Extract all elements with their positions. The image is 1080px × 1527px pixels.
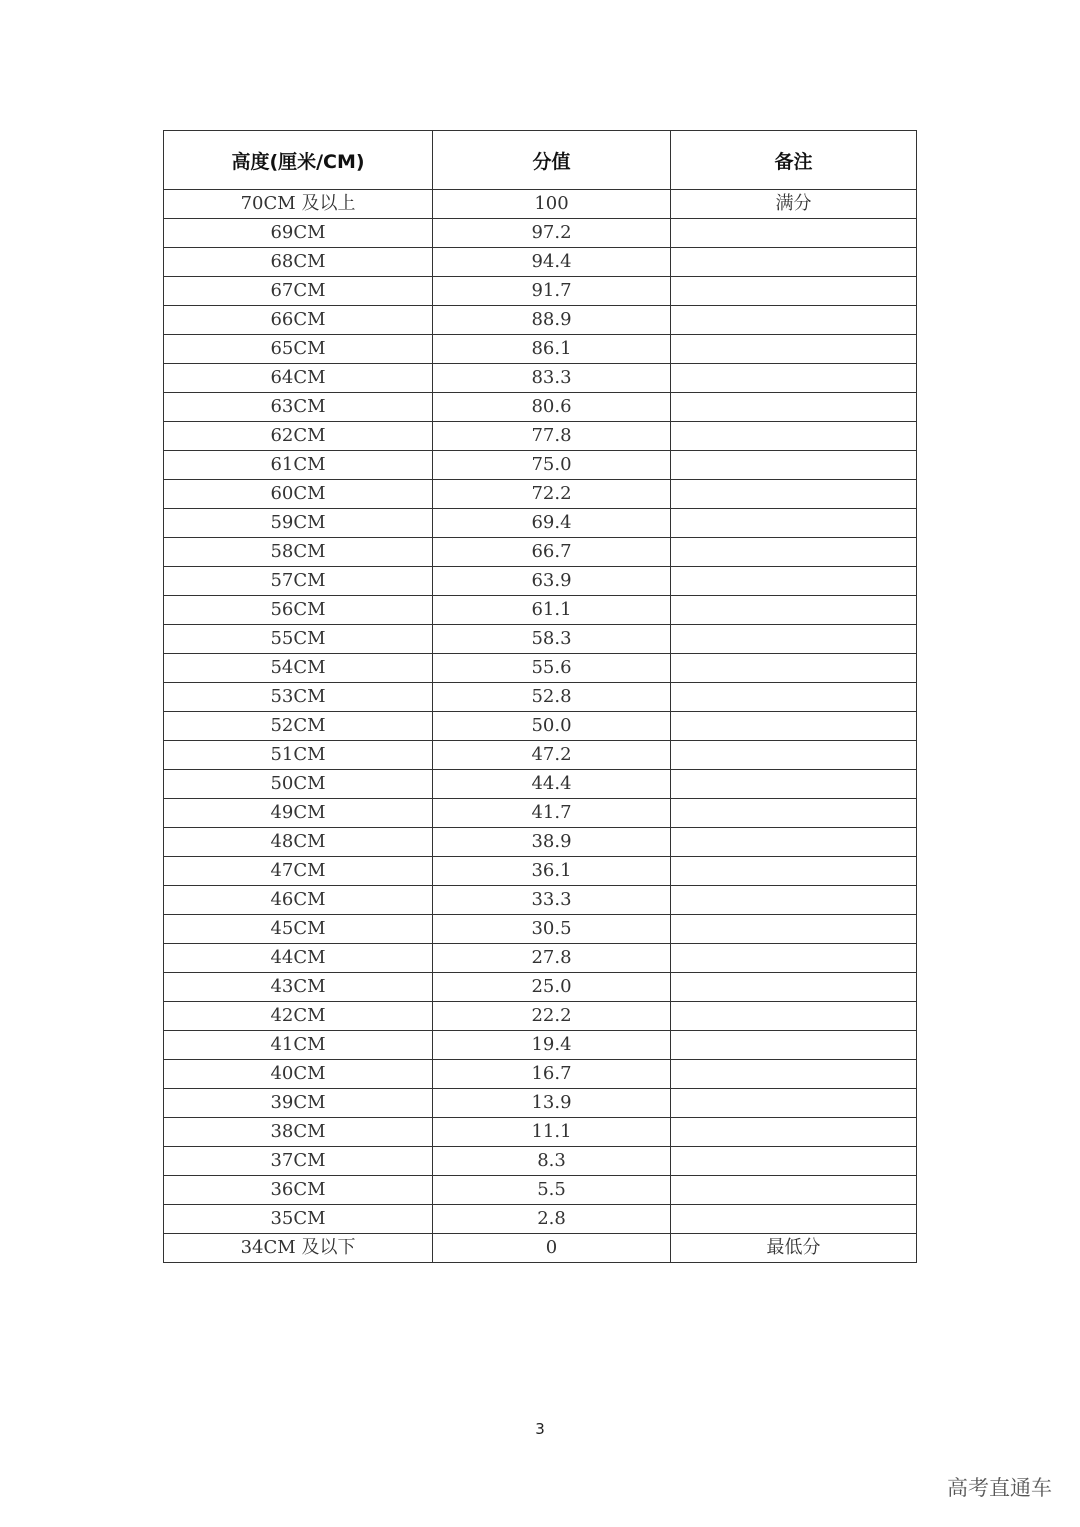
cell-note [671,857,917,886]
cell-height: 35CM [164,1205,433,1234]
cell-height: 34CM 及以下 [164,1234,433,1263]
header-row [164,131,917,190]
cell-score: 80.6 [433,393,671,422]
cell-note [671,422,917,451]
cell-height: 51CM [164,741,433,770]
cell-height: 46CM [164,886,433,915]
cell-note [671,625,917,654]
table-row [164,219,917,248]
cell-score: 47.2 [433,741,671,770]
cell-score: 44.4 [433,770,671,799]
table-row [164,1060,917,1089]
cell-note [671,538,917,567]
cell-note [671,886,917,915]
cell-note [671,915,917,944]
cell-note [671,509,917,538]
cell-height: 63CM [164,393,433,422]
cell-note [671,567,917,596]
cell-score: 16.7 [433,1060,671,1089]
table-row [164,973,917,1002]
table-row [164,1089,917,1118]
cell-score: 33.3 [433,886,671,915]
cell-note [671,654,917,683]
cell-height: 38CM [164,1118,433,1147]
cell-height: 44CM [164,944,433,973]
cell-score: 55.6 [433,654,671,683]
cell-score: 5.5 [433,1176,671,1205]
cell-note [671,973,917,1002]
cell-score: 30.5 [433,915,671,944]
cell-height: 62CM [164,422,433,451]
cell-height: 50CM [164,770,433,799]
cell-height: 49CM [164,799,433,828]
cell-score: 25.0 [433,973,671,1002]
cell-score: 69.4 [433,509,671,538]
table-row [164,828,917,857]
cell-height: 69CM [164,219,433,248]
cell-note [671,828,917,857]
cell-note: 满分 [671,190,917,219]
cell-note [671,1205,917,1234]
cell-height: 61CM [164,451,433,480]
cell-score: 19.4 [433,1031,671,1060]
cell-score: 41.7 [433,799,671,828]
cell-note [671,277,917,306]
cell-note [671,306,917,335]
cell-score: 13.9 [433,1089,671,1118]
cell-height: 54CM [164,654,433,683]
cell-note [671,1089,917,1118]
table-row [164,1205,917,1234]
table-row [164,886,917,915]
table-row [164,625,917,654]
table-row [164,277,917,306]
page-number: 3 [535,1420,545,1438]
cell-score: 91.7 [433,277,671,306]
cell-score: 27.8 [433,944,671,973]
cell-height: 40CM [164,1060,433,1089]
cell-note: 最低分 [671,1234,917,1263]
table-row [164,654,917,683]
table-row [164,190,917,219]
cell-note [671,451,917,480]
cell-score: 77.8 [433,422,671,451]
cell-note [671,1176,917,1205]
cell-height: 60CM [164,480,433,509]
cell-score: 0 [433,1234,671,1263]
cell-score: 8.3 [433,1147,671,1176]
cell-score: 66.7 [433,538,671,567]
cell-note [671,770,917,799]
cell-note [671,741,917,770]
table-row [164,915,917,944]
cell-height: 42CM [164,1002,433,1031]
cell-note [671,248,917,277]
table-row [164,335,917,364]
cell-note [671,219,917,248]
cell-note [671,393,917,422]
cell-height: 59CM [164,509,433,538]
cell-score: 94.4 [433,248,671,277]
table-row [164,567,917,596]
cell-height: 37CM [164,1147,433,1176]
table-row [164,799,917,828]
cell-height: 58CM [164,538,433,567]
cell-note [671,1002,917,1031]
cell-note [671,1147,917,1176]
cell-height: 66CM [164,306,433,335]
cell-height: 55CM [164,625,433,654]
table-row [164,306,917,335]
cell-note [671,944,917,973]
cell-note [671,799,917,828]
table-row [164,596,917,625]
cell-height: 48CM [164,828,433,857]
cell-height: 67CM [164,277,433,306]
cell-score: 2.8 [433,1205,671,1234]
table-row [164,480,917,509]
table-row [164,741,917,770]
cell-score: 83.3 [433,364,671,393]
table-row [164,712,917,741]
score-table [163,130,917,1263]
cell-score: 97.2 [433,219,671,248]
table-row [164,944,917,973]
table-row [164,1176,917,1205]
table-row [164,1118,917,1147]
table-row [164,1031,917,1060]
cell-height: 36CM [164,1176,433,1205]
table-row [164,451,917,480]
cell-score: 22.2 [433,1002,671,1031]
cell-note [671,596,917,625]
cell-score: 88.9 [433,306,671,335]
cell-note [671,712,917,741]
table-row [164,364,917,393]
cell-score: 86.1 [433,335,671,364]
cell-height: 45CM [164,915,433,944]
cell-note [671,1060,917,1089]
cell-note [671,335,917,364]
cell-height: 65CM [164,335,433,364]
cell-height: 43CM [164,973,433,1002]
table-row [164,1234,917,1263]
cell-score: 58.3 [433,625,671,654]
table-row [164,248,917,277]
table-row [164,1147,917,1176]
table-row [164,509,917,538]
cell-score: 36.1 [433,857,671,886]
header-score: 分值 [433,131,671,190]
cell-height: 53CM [164,683,433,712]
table-row [164,538,917,567]
watermark: 高考直通车 [947,1476,1052,1500]
cell-height: 57CM [164,567,433,596]
table-row [164,1002,917,1031]
cell-score: 61.1 [433,596,671,625]
cell-height: 39CM [164,1089,433,1118]
cell-height: 56CM [164,596,433,625]
cell-score: 52.8 [433,683,671,712]
cell-height: 41CM [164,1031,433,1060]
header-height: 高度(厘米/CM) [164,131,433,190]
cell-score: 50.0 [433,712,671,741]
cell-score: 100 [433,190,671,219]
cell-note [671,1031,917,1060]
cell-score: 63.9 [433,567,671,596]
cell-score: 11.1 [433,1118,671,1147]
cell-score: 72.2 [433,480,671,509]
table-row [164,770,917,799]
cell-note [671,364,917,393]
table-row [164,857,917,886]
table-row [164,422,917,451]
cell-height: 70CM 及以上 [164,190,433,219]
table-row [164,393,917,422]
cell-height: 47CM [164,857,433,886]
cell-height: 68CM [164,248,433,277]
cell-height: 64CM [164,364,433,393]
cell-score: 38.9 [433,828,671,857]
cell-note [671,1118,917,1147]
cell-note [671,683,917,712]
cell-height: 52CM [164,712,433,741]
header-note: 备注 [671,131,917,190]
table-row [164,683,917,712]
table-body [164,190,917,1263]
cell-note [671,480,917,509]
cell-score: 75.0 [433,451,671,480]
